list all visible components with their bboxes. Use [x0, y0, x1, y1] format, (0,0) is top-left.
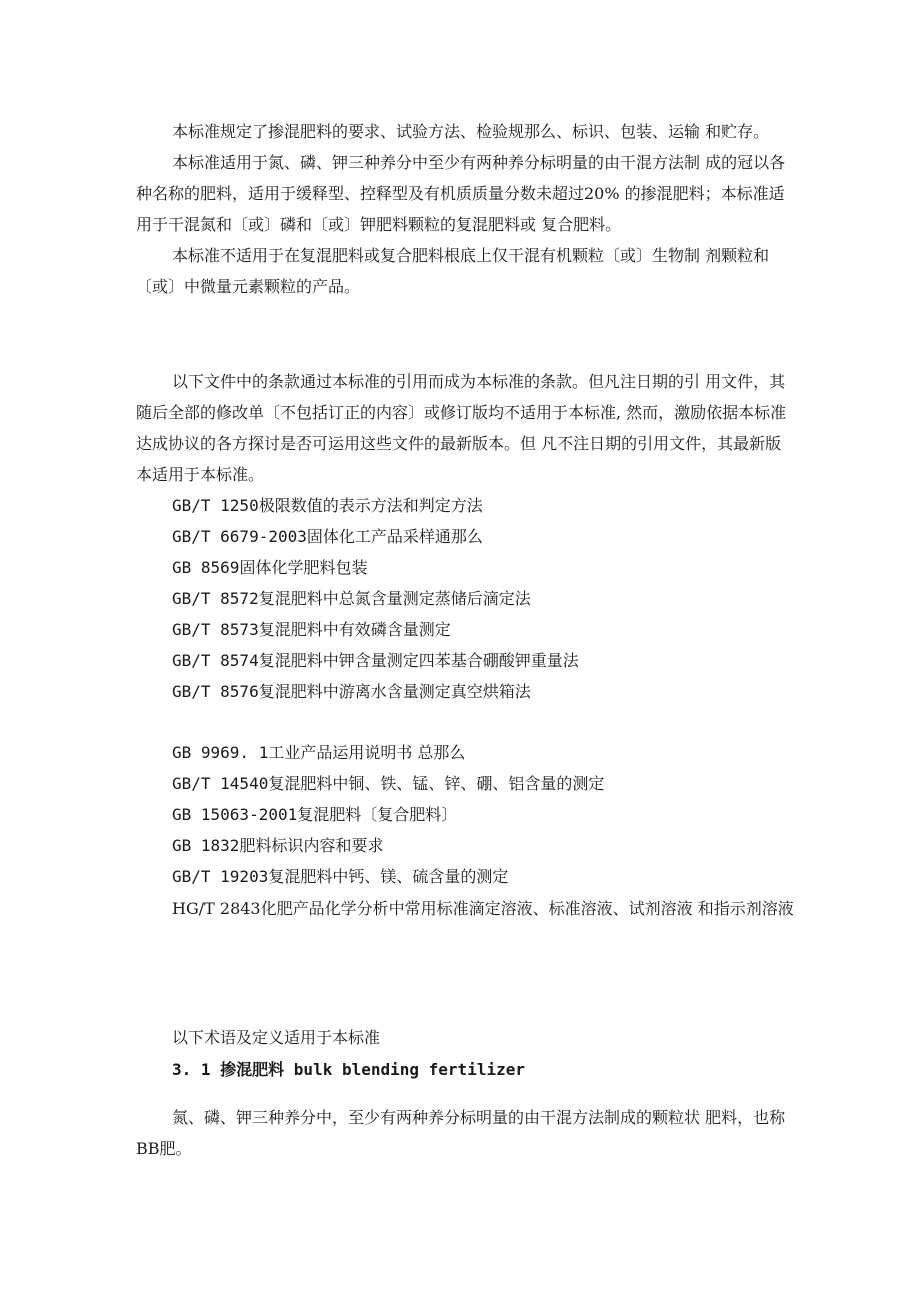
terms-intro: 以下术语及定义适用于本标准: [172, 1028, 381, 1047]
reference-item-wrapped: HG/T 2843化肥产品化学分析中常用标准滴定溶液、标准溶液、试剂溶液 和指示剂溶液: [172, 899, 794, 918]
reference-item: GB/T 1250极限数值的表示方法和判定方法: [172, 496, 483, 515]
reference-item: GB/T 19203复混肥料中钙、镁、硫含量的测定: [172, 867, 509, 886]
reference-item: GB/T 8576复混肥料中游离水含量测定真空烘箱法: [172, 682, 531, 701]
reference-item: GB 8569固体化学肥料包装: [172, 558, 368, 577]
term-heading: 3. 1 掺混肥料 bulk blending fertilizer: [172, 1060, 525, 1079]
reference-item: GB/T 8573复混肥料中有效磷含量测定: [172, 620, 451, 639]
scope-paragraph-2: 本标准适用于氮、磷、钾三种养分中至少有两种养分标明量的由干混方法制 成的冠以各种名称的肥料，适用于缓释型、控释型及有机质质量分数未超过20% 的掺混肥料；本标准适用于干混氮和〔或〕磷和〔或〕钾肥料颗粒的复混肥料或 复合肥料。: [136, 153, 786, 234]
reference-item: GB/T 6679-2003固体化工产品采样通那么: [172, 527, 483, 546]
reference-item: GB/T 8572复混肥料中总氮含量测定蒸储后滴定法: [172, 589, 531, 608]
reference-item: GB 9969. 1工业产品运用说明书 总那么: [172, 743, 466, 762]
normative-intro: 以下文件中的条款通过本标准的引用而成为本标准的条款。但凡注日期的引 用文件，其随后全部的修改单〔不包括订正的内容〕或修订版均不适用于本标准, 然而，激励依据本标准达成协议的各方探讨是否可运用这些文件的最新版本。但 凡不注日期的引用文件，其最新版本适用于本标准。: [136, 372, 787, 484]
scope-paragraph-1: 本标准规定了掺混肥料的要求、试验方法、检验规那么、标识、包装、运输 和贮存。: [172, 122, 770, 141]
reference-item: GB 1832肥料标识内容和要求: [172, 836, 384, 855]
reference-item: GB/T 8574复混肥料中钾含量测定四苯基合硼酸钾重量法: [172, 651, 579, 670]
reference-item: GB/T 14540复混肥料中铜、铁、锰、锌、硼、铝含量的测定: [172, 774, 605, 793]
term-definition: 氮、磷、钾三种养分中，至少有两种养分标明量的由干混方法制成的颗粒状 肥料，也称BB肥。: [136, 1108, 786, 1158]
reference-item: GB 15063-2001复混肥料〔复合肥料〕: [172, 805, 458, 824]
scope-paragraph-3: 本标准不适用于在复混肥料或复合肥料根底上仅干混有机颗粒〔或〕生物制 剂颗粒和〔或〕中微量元素颗粒的产品。: [136, 246, 770, 296]
